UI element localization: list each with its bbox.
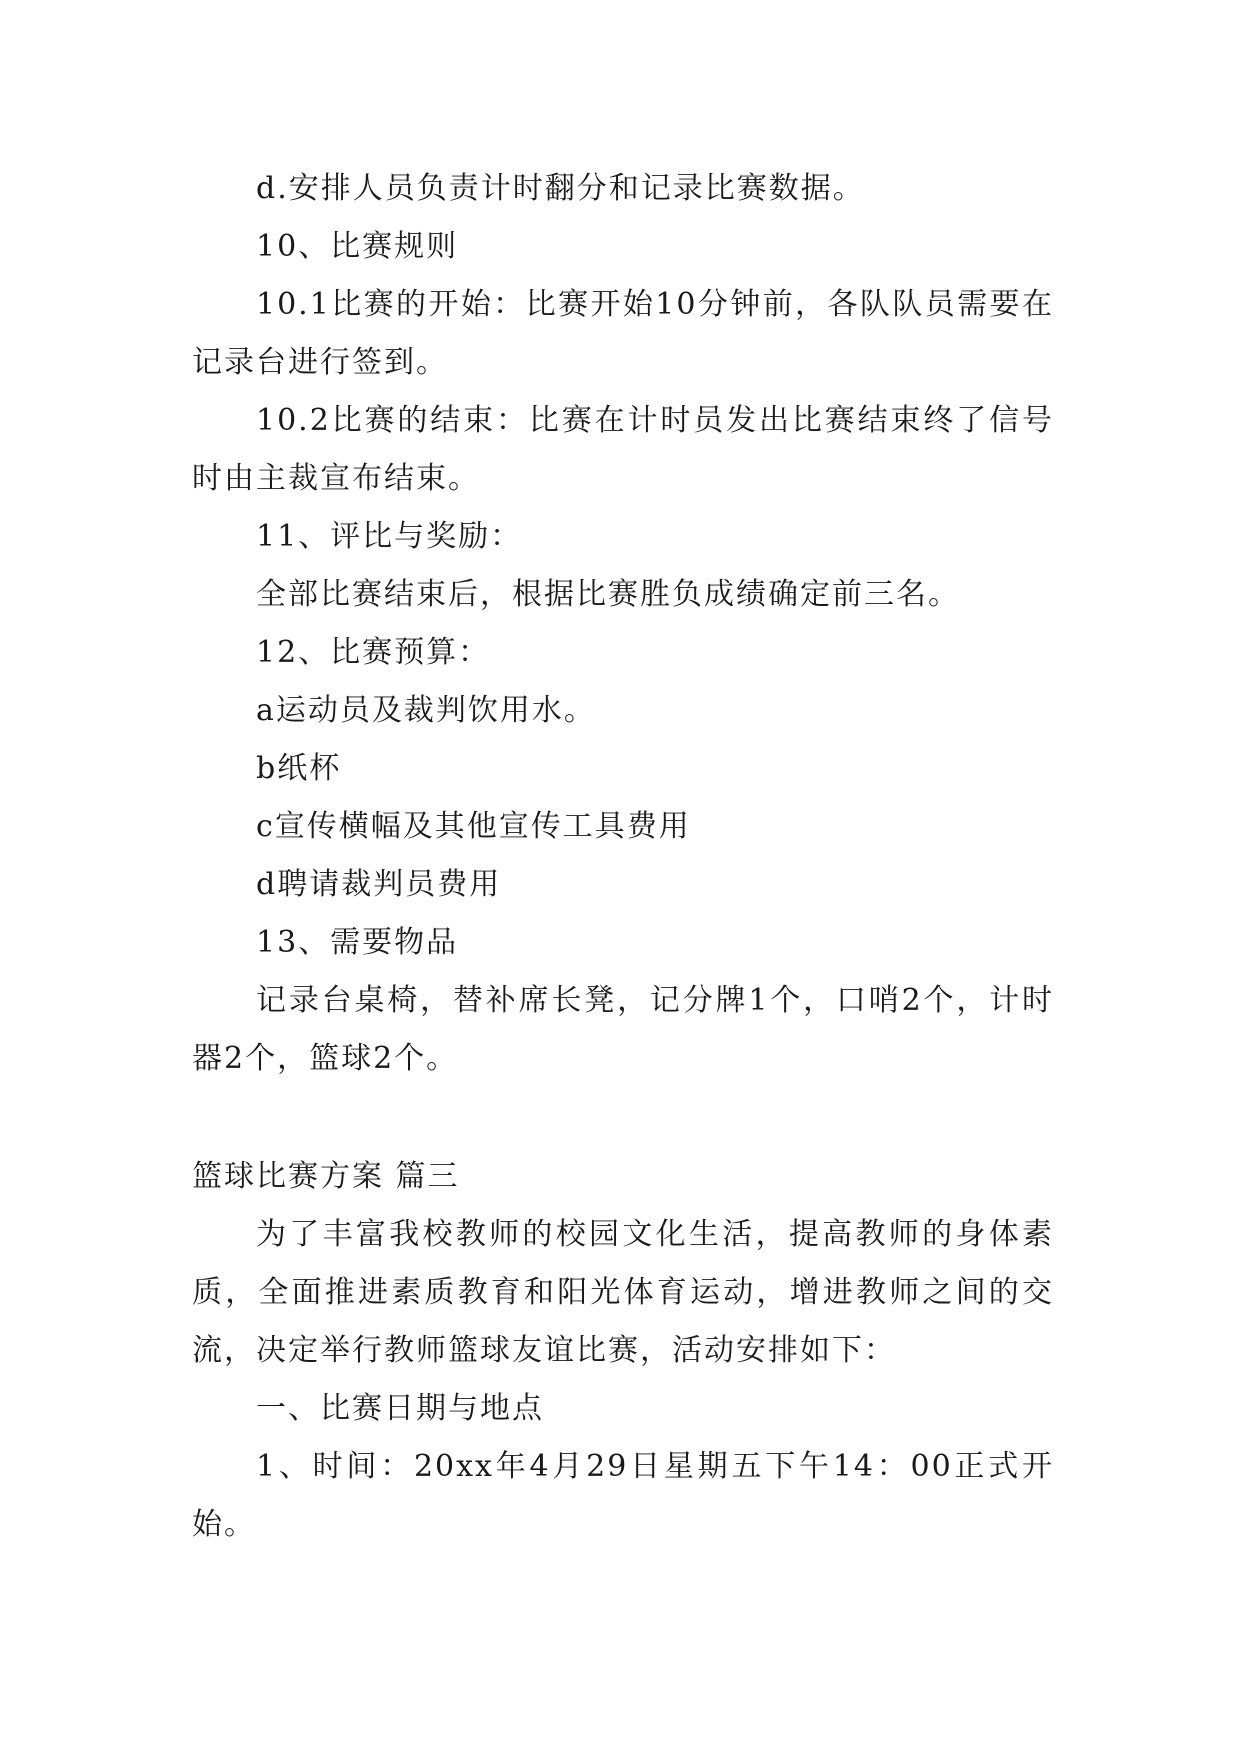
section-heading: 12、比赛预算：: [256, 635, 491, 670]
paragraph: 记录台桌椅，替补席长凳，记分牌1个，口哨2个，计时器2个，篮球2个。: [192, 983, 1054, 1076]
list-item: d聘请裁判员费用: [256, 867, 502, 902]
document-body: [192, 160, 1054, 1554]
paragraph: 10.2比赛的结束：比赛在计时员发出比赛结束终了信号时由主裁宣布结束。: [192, 403, 1054, 496]
section-gap: [192, 1088, 1054, 1148]
list-item: c宣传横幅及其他宣传工具费用: [256, 809, 691, 844]
paragraph: 1、时间：20xx年4月29日星期五下午14：00正式开始。: [192, 1449, 1054, 1542]
paragraph: d.安排人员负责计时翻分和记录比赛数据。: [256, 171, 865, 206]
list-item: a运动员及裁判饮用水。: [256, 693, 596, 728]
paragraph: 10.1比赛的开始：比赛开始10分钟前，各队队员需要在记录台进行签到。: [192, 287, 1054, 380]
part-title: 篮球比赛方案 篇三: [192, 1159, 460, 1194]
paragraph: 为了丰富我校教师的校园文化生活，提高教师的身体素质，全面推进素质教育和阳光体育运动，增进教师之间的交流，决定举行教师篮球友谊比赛，活动安排如下：: [192, 1217, 1054, 1368]
paragraph: 全部比赛结束后，根据比赛胜负成绩确定前三名。: [256, 577, 960, 612]
section-heading: 13、需要物品: [256, 925, 459, 960]
section-heading: 10、比赛规则: [256, 229, 459, 264]
section-heading: 11、评比与奖励：: [256, 519, 523, 554]
section-heading: 一、比赛日期与地点: [256, 1391, 544, 1426]
list-item: b纸杯: [256, 751, 342, 786]
